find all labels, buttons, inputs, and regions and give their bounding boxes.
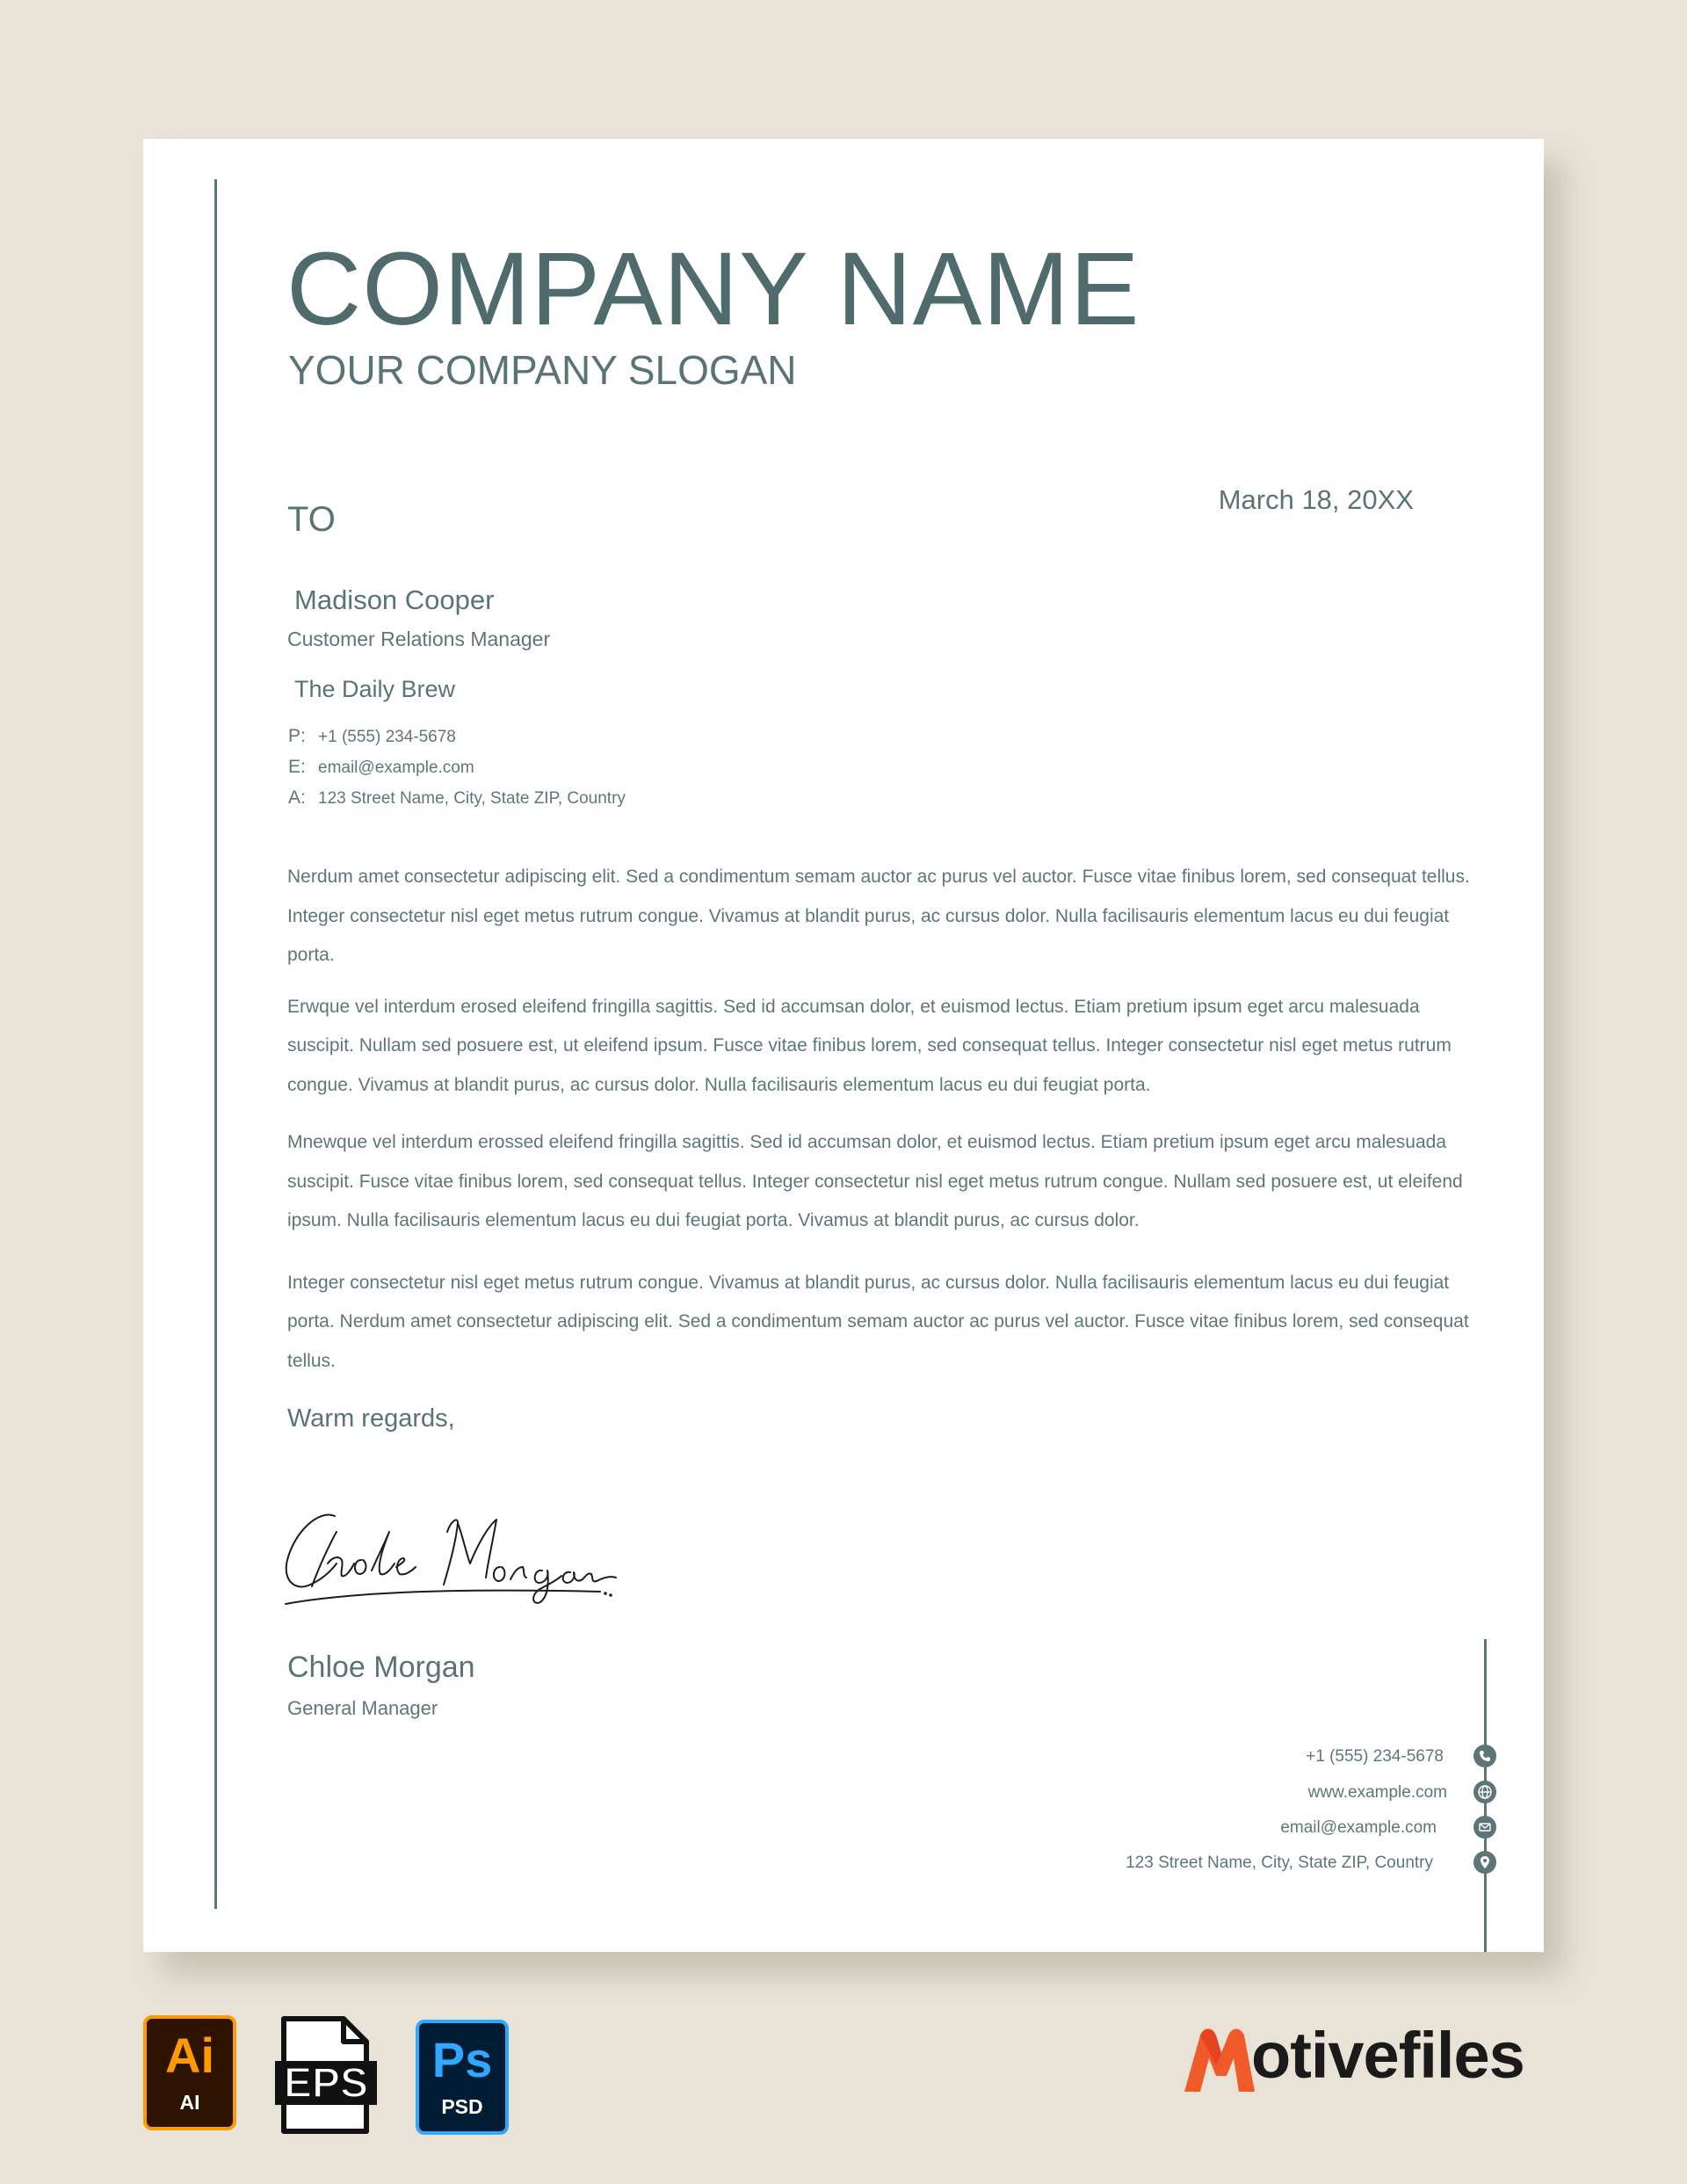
body-paragraph: Erwque vel interdum erosed eleifend fringilla sagittis. Sed id accumsan dolor, et euismod lectus. Etiam pretium ipsum eget arcu malesuada suscipit. Nullam sed posuere est, ut eleifend ipsum. Fusce vitae finibus lorem, sed consequat tellus. Integer consectetur nisl eget metus rutrum congue. Vivamus at blandit purus, ac cursus dolor. Nulla facilisauris elementum lacus eu dui feugiat porta. xyxy=(287,996,1452,1095)
recipient-contact-list xyxy=(288,726,626,818)
letter-date: March 18, 20XX xyxy=(1218,484,1414,515)
mail-icon xyxy=(1473,1816,1496,1839)
photoshop-logo-mark: Ps xyxy=(431,2032,493,2087)
footer-email: email@example.com xyxy=(1280,1818,1437,1837)
body-paragraph: Nerdum amet consectetur adipiscing elit. Sed a condimentum semam auctor ac purus vel auctor. Fusce vitae finibus lorem, sed consequat tellus. Integer consectetur nisl eget metus rutrum congue. Vivamus at blandit purus, ac cursus dolor. Nulla facilisauris elementum lacus eu dui feugiat porta. xyxy=(287,867,1470,965)
globe-icon xyxy=(1473,1781,1496,1803)
recipient-company: The Daily Brew xyxy=(294,676,456,702)
photoshop-format-label: PSD xyxy=(441,2095,483,2118)
location-pin-icon xyxy=(1473,1851,1496,1874)
left-vertical-rule xyxy=(214,179,217,1909)
footer-phone: +1 (555) 234-5678 xyxy=(1306,1747,1444,1766)
photoshop-format-icon xyxy=(416,2020,509,2135)
recipient-name: Madison Cooper xyxy=(294,584,495,615)
illustrator-format-icon xyxy=(143,2015,236,2130)
to-label: TO xyxy=(287,500,336,539)
recipient-email-row xyxy=(288,757,626,787)
phone-key: P: xyxy=(288,726,306,746)
phone-icon xyxy=(1473,1745,1496,1767)
recipient-phone-row xyxy=(288,726,626,757)
illustrator-format-label: AI xyxy=(179,2091,200,2114)
illustrator-logo-mark: Ai xyxy=(165,2028,214,2083)
eps-format-label: EPS xyxy=(283,2060,369,2107)
recipient-email: email@example.com xyxy=(318,758,474,777)
footer-address: 123 Street Name, City, State ZIP, Country xyxy=(1126,1854,1433,1872)
body-paragraph: Integer consectetur nisl eget metus rutrum congue. Vivamus at blandit purus, ac cursus dolor. Nulla facilisauris elementum lacus eu dui feugiat porta. Nerdum amet consectetur adipiscing elit. Sed a condimentum semam auctor ac purus vel auctor. Fusce vitae finibus lorem, sed consequat tellus. xyxy=(287,1272,1469,1371)
company-slogan: YOUR COMPANY SLOGAN xyxy=(288,347,797,393)
signer-title: General Manager xyxy=(287,1697,438,1719)
motivefiles-brand-logo xyxy=(1181,2019,1550,2106)
closing-salutation: Warm regards, xyxy=(287,1404,455,1433)
recipient-title: Customer Relations Manager xyxy=(287,628,551,650)
motivefiles-wordmark: otivefiles xyxy=(1251,2019,1524,2092)
email-key: E: xyxy=(288,757,306,777)
address-key: A: xyxy=(288,787,306,808)
footer-website: www.example.com xyxy=(1307,1783,1447,1802)
letter-page xyxy=(143,139,1544,1952)
company-name: COMPANY NAME xyxy=(286,231,1140,347)
eps-format-icon xyxy=(275,2015,377,2137)
motivefiles-m-mark xyxy=(1181,2027,1255,2095)
handwritten-signature xyxy=(284,1506,618,1607)
recipient-address: 123 Street Name, City, State ZIP, Country xyxy=(318,789,626,808)
body-paragraph: Mnewque vel interdum erossed eleifend fringilla sagittis. Sed id accumsan dolor, et euismod lectus. Etiam pretium ipsum eget arcu malesuada suscipit. Fusce vitae finibus lorem, sed consequat tellus. Integer consectetur nisl eget metus rutrum congue. Nullam sed posuere est, ut eleifend ipsum. Nulla facilisauris elementum lacus eu dui feugiat porta. Vivamus at blandit purus, ac cursus dolor. xyxy=(287,1132,1463,1230)
signer-name: Chloe Morgan xyxy=(287,1651,475,1684)
recipient-phone: +1 (555) 234-5678 xyxy=(318,728,456,746)
recipient-address-row xyxy=(288,787,626,818)
letter-body xyxy=(287,858,1491,1381)
